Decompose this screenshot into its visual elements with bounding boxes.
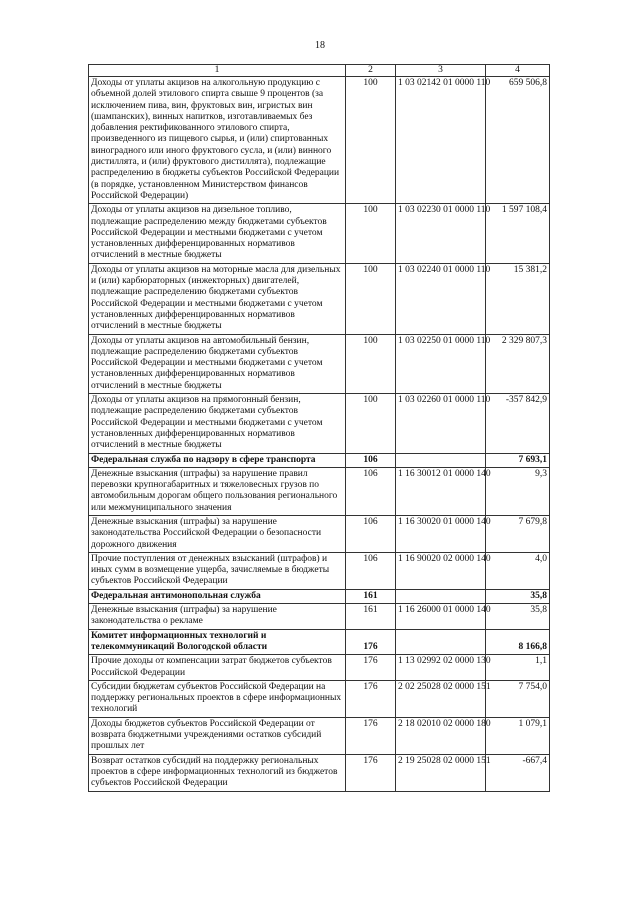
admin-code-cell: 100 [346,334,396,393]
kbk-code-cell [396,589,486,603]
table-row [89,204,550,263]
kbk-code-cell: 1 03 02142 01 0000 110 [396,77,486,204]
admin-code-cell: 161 [346,589,396,603]
admin-code-cell: 176 [346,754,396,791]
amount-cell: 1,1 [486,655,550,681]
amount-cell: -357 842,9 [486,394,550,453]
row-name-cell: Комитет информационных технологий и телекоммуникаций Вологодской области [89,629,346,655]
kbk-code-cell: 1 16 90020 02 0000 140 [396,552,486,589]
admin-code-cell: 100 [346,204,396,263]
admin-code-cell: 176 [346,717,396,754]
row-name-cell: Доходы от уплаты акцизов на моторные масла для дизельных и (или) карбюраторных (инжекторных) двигателей, подлежащие распределению бюджетами субъектов Российской Федерации и местными бюджетами с учетом установленных дифференцированных нормативов отчислений в местные бюджеты [89,263,346,334]
kbk-code-cell: 1 13 02992 02 0000 130 [396,655,486,681]
row-name-cell: Федеральная антимонопольная служба [89,589,346,603]
admin-code-cell: 161 [346,604,396,630]
header-col-2: 2 [346,65,396,77]
row-name-cell: Прочие доходы от компенсации затрат бюджетов субъектов Российской Федерации [89,655,346,681]
admin-code-cell: 106 [346,515,396,552]
row-name-cell: Доходы от уплаты акцизов на алкогольную продукцию с объемной долей этилового спирта свыше 9 процентов (за исключением пива, вин, фруктовых вин, игристых вин (шампанских), винных напитков, изготавливаемых без добавления ректификованного этилового спирта, произведенного из пищевого сырья, и (или) спиртованных виноградного или иного фруктового сусла, и (или) винного дистиллята, и (или) фруктового дистиллята), подлежащие распределению в бюджеты субъектов Российской Федерации (в порядке, установленном Министерством финансов Российской Федерации) [89,77,346,204]
table-row [89,604,550,630]
row-name-cell: Денежные взыскания (штрафы) за нарушение законодательства Российской Федерации о безопасности дорожного движения [89,515,346,552]
amount-cell: 1 079,1 [486,717,550,754]
kbk-code-cell: 2 18 02010 02 0000 180 [396,717,486,754]
header-col-4: 4 [486,65,550,77]
amount-cell: -667,4 [486,754,550,791]
section-header-row [89,629,550,655]
kbk-code-cell: 2 02 25028 02 0000 151 [396,680,486,717]
amount-cell: 15 381,2 [486,263,550,334]
table-row [89,515,550,552]
amount-cell: 659 506,8 [486,77,550,204]
kbk-code-cell: 1 16 30020 01 0000 140 [396,515,486,552]
row-name-cell: Доходы от уплаты акцизов на автомобильный бензин, подлежащие распределению бюджетами субъектов Российской Федерации и местными бюджетами с учетом установленных дифференцированных нормативов отчислений в местные бюджеты [89,334,346,393]
admin-code-cell: 106 [346,467,396,515]
amount-cell: 7 679,8 [486,515,550,552]
table-row [89,77,550,204]
kbk-code-cell: 1 03 02260 01 0000 110 [396,394,486,453]
amount-cell: 7 754,0 [486,680,550,717]
row-name-cell: Доходы от уплаты акцизов на прямогонный бензин, подлежащие распределению бюджетами субъектов Российской Федерации и местными бюджетами с учетом установленных дифференцированных нормативов отчислений в местные бюджеты [89,394,346,453]
row-name-cell: Денежные взыскания (штрафы) за нарушение законодательства о рекламе [89,604,346,630]
row-name-cell: Доходы от уплаты акцизов на дизельное топливо, подлежащие распределению между бюджетами субъектов Российской Федерации и местными бюджетами с учетом установленных дифференцированных нормативов отчислений в местные бюджеты [89,204,346,263]
table-row [89,655,550,681]
table-row [89,467,550,515]
amount-cell: 8 166,8 [486,629,550,655]
header-col-1: 1 [89,65,346,77]
table-row [89,552,550,589]
row-name-cell: Возврат остатков субсидий на поддержку региональных проектов в сфере информационных технологий из бюджетов субъектов Российской Федерации [89,754,346,791]
table-row [89,334,550,393]
table-row [89,680,550,717]
row-name-cell: Федеральная служба по надзору в сфере транспорта [89,453,346,467]
amount-cell: 7 693,1 [486,453,550,467]
amount-cell: 2 329 807,3 [486,334,550,393]
page-number: 18 [315,40,325,51]
header-col-3: 3 [396,65,486,77]
admin-code-cell: 176 [346,655,396,681]
amount-cell: 4,0 [486,552,550,589]
kbk-code-cell: 2 19 25028 02 0000 151 [396,754,486,791]
admin-code-cell: 100 [346,394,396,453]
table-header-row [89,65,550,77]
row-name-cell: Денежные взыскания (штрафы) за нарушение правил перевозки крупногабаритных и тяжеловесных грузов по автомобильным дорогам общего пользования регионального или межмуниципального значения [89,467,346,515]
admin-code-cell: 100 [346,263,396,334]
amount-cell: 35,8 [486,604,550,630]
section-header-row [89,453,550,467]
table-row [89,717,550,754]
section-header-row [89,589,550,603]
kbk-code-cell: 1 03 02230 01 0000 110 [396,204,486,263]
kbk-code-cell: 1 03 02250 01 0000 110 [396,334,486,393]
admin-code-cell: 106 [346,453,396,467]
row-name-cell: Субсидии бюджетам субъектов Российской Федерации на поддержку региональных проектов в сфере информационных технологий [89,680,346,717]
kbk-code-cell: 1 03 02240 01 0000 110 [396,263,486,334]
admin-code-cell: 100 [346,77,396,204]
table-row [89,263,550,334]
kbk-code-cell: 1 16 30012 01 0000 140 [396,467,486,515]
table-row [89,394,550,453]
budget-revenue-table [88,64,550,792]
admin-code-cell: 176 [346,680,396,717]
kbk-code-cell [396,629,486,655]
admin-code-cell: 106 [346,552,396,589]
row-name-cell: Прочие поступления от денежных взысканий (штрафов) и иных сумм в возмещение ущерба, зачисляемые в бюджеты субъектов Российской Федерации [89,552,346,589]
amount-cell: 1 597 108,4 [486,204,550,263]
kbk-code-cell: 1 16 26000 01 0000 140 [396,604,486,630]
table-row [89,754,550,791]
row-name-cell: Доходы бюджетов субъектов Российской Федерации от возврата бюджетными учреждениями остатков субсидий прошлых лет [89,717,346,754]
amount-cell: 35,8 [486,589,550,603]
amount-cell: 9,3 [486,467,550,515]
admin-code-cell: 176 [346,629,396,655]
kbk-code-cell [396,453,486,467]
